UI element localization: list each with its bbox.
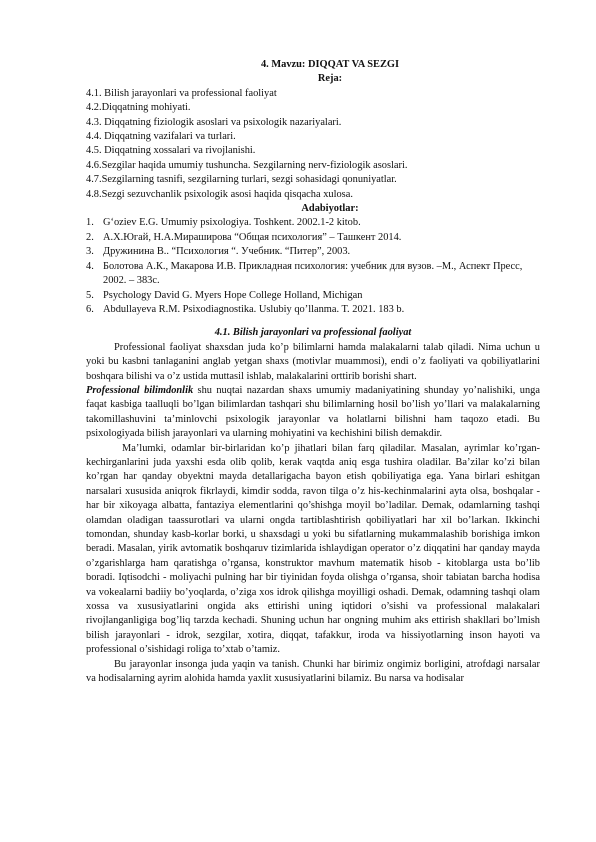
- reference-text: G‘oziev E.G. Umumiy psixologiya. Toshkent. 2002.1-2 kitob.: [103, 217, 361, 229]
- paragraph-2: [86, 384, 540, 442]
- reference-number: 5.: [86, 289, 94, 301]
- reference-text: Дружинина В.. “Психология “. Учебник. “Питер”, 2003.: [103, 246, 351, 258]
- key-term: Professional bilimdonlik: [86, 384, 194, 396]
- reference-item: [86, 216, 540, 230]
- plan-list: [86, 87, 540, 202]
- reference-text: Psychology David G. Myers Hope College Holland, Michigan: [103, 289, 363, 301]
- reference-item: [86, 289, 540, 303]
- reference-text: А.Х.Югай, Н.А.Миpашиpова “Общая психология” – Ташкент 2014.: [103, 231, 402, 243]
- plan-heading: Reja:: [317, 73, 343, 85]
- paragraph-4: Bu jarayonlar insonga juda yaqin va tanish. Chunki har birimiz ongimiz borligini, atrofdagi narsalar va hodisalarning ayrim alohida hamda yaxlit xususiyatlarini bilamiz. Bu narsa va hodisalar: [86, 658, 540, 685]
- reference-number: 2.: [86, 231, 94, 243]
- reference-number: 4.: [86, 260, 94, 272]
- plan-item: 4.5. Diqqatning xossalari va rivojlanishi.: [86, 145, 256, 157]
- reference-item: [86, 245, 540, 259]
- reference-number: 3.: [86, 246, 94, 258]
- plan-item: 4.1. Bilish jarayonlari va professional faoliyat: [86, 87, 277, 99]
- plan-item: 4.4. Diqqatning vazifalari va turlari.: [86, 131, 236, 143]
- plan-item: 4.3. Diqqatning fiziologik asoslari va psixologik nazariyalari.: [86, 116, 342, 128]
- section-title: 4.1. Bilish jarayonlari va professional faoliyat: [214, 327, 412, 339]
- plan-item: 4.6.Sezgilar haqida umumiy tushuncha. Sezgilarning nerv-fiziologik asoslari.: [86, 159, 408, 171]
- plan-item: 4.2.Diqqatning mohiyati.: [86, 102, 191, 114]
- paragraph-3: Ma’lumki, odamlar bir-birlaridan ko’p jihatlari bilan farq qiladilar. Masalan, ayrimlar ko’rgan-kechirganlarini juda yaxshi esda olib qolib, kerak vaqtda aniq esga tushira oladilar. Ba’zilar ko’zi bilan ko’rgan har qanday obyektni mayda detallarigacha bayon etish qobiliyatiga ega. Yana birlari eshitgan narsalari xususida aniqrok fikrlaydi, kimdir sodda, ravon tilga o’z his-kechinmalarini ayta olsa, boshqalar - har bir xikoyaga albatta, fantaziya elementlarini qo’shishga moyil bo’ladilar. Demak, odamlarning tashqi olamdan oladigan taassurotlari va ularni ongda tartiblashtirish qobiliyatlari har xil bo’larkan. Ikkinchi tomondan, shunday kasb-korlar borki, u shaxsdagi u yoki bu sifatlarning mukammalashib borishiga imkon beradi. Masalan, yirik avtomatik boshqaruv tizimlarida ishlaydigan operator o’z diqqatini har qanday mayda o’zgarishlarga ham qaratishga o’rgansa, konstruktor mavhum matematik hisob - kitoblarga usta bo’lib boradi. Iqtisodchi - moliyachi pulning har bir tiyinidan foyda olishga o’rgansa, shoir tabiatan barcha hodisa va vokealarni badiiy bo’yoqlarda, o’ziga xos idrok qilishga moyilligi oshadi. Demak, odamning tashqi olam xossa va xususiyatlarini ongida aks ettirishi uning iqtidori o’sishi va professional malakalari rivojlanganligiga bog’liq tarzda kechadi. Shuning uchun har ongning muhim aks ettirish shakllari bo’lmish bilish jarayonlari - idrok, sezgilar, xotira, diqqat, tafakkur, iroda va hissiyotlarning inson hayoti va professional o’sishidagi roliga to’xtab o’tamiz.: [86, 442, 540, 656]
- reference-item: [86, 260, 540, 289]
- references-heading: Adabiyotlar:: [301, 203, 359, 215]
- paragraph-1: Professional faoliyat shaxsdan juda ko’p bilimlarni hamda malakalarni talab qiladi. Nima uchun u yoki bu kasbni tanlaganini anglab yetgan shaxs (motivlar muammosi), endi o’z faoliyati va qobiliyatlarini boshqara bilishi va o’z ustida muttasil ishlab, malakalarini orttirib borishi shart.: [86, 341, 540, 382]
- reference-text: Abdullayeva R.M. Psixodiagnostika. Uslubiy qo’llanma. T. 2021. 183 b.: [103, 303, 405, 315]
- references-list: [86, 216, 540, 317]
- reference-text: Болотова А.К., Макарова И.В. Прикладная психология: учебник для вузов. –М., Аспект Пресс, 2002. – 383с.: [103, 260, 523, 287]
- reference-number: 6.: [86, 303, 94, 315]
- paragraph-2-text: shu nuqtai nazardan shaxs umumiy madaniyatining shunday yo’nalishiki, unga faqat kasbiga taalluqli bo’lgan bilimlardan tashqari shu bilimlarning hosil bo’lish yo’llari va malakalarning takomillashuvini ta’minlovchi psixologik jarayonlar va holatlarni bilishni ham taqozo etadi. Bu psixologiyada bilish jarayonlari va ularning mohiyatini va kechishini bilish demakdir.: [86, 384, 540, 440]
- plan-item: 4.8.Sezgi sezuvchanlik psixologik asosi haqida qisqacha xulosa.: [86, 188, 353, 200]
- reference-item: [86, 303, 540, 317]
- reference-number: 1.: [86, 217, 94, 229]
- plan-item: 4.7.Sezgilarning tasnifi, sezgilarning turlari, sezgi sohasidagi qonuniyatlar.: [86, 174, 397, 186]
- topic-title: 4. Mavzu: DIQQAT VA SEZGI: [260, 59, 400, 70]
- reference-item: [86, 231, 540, 245]
